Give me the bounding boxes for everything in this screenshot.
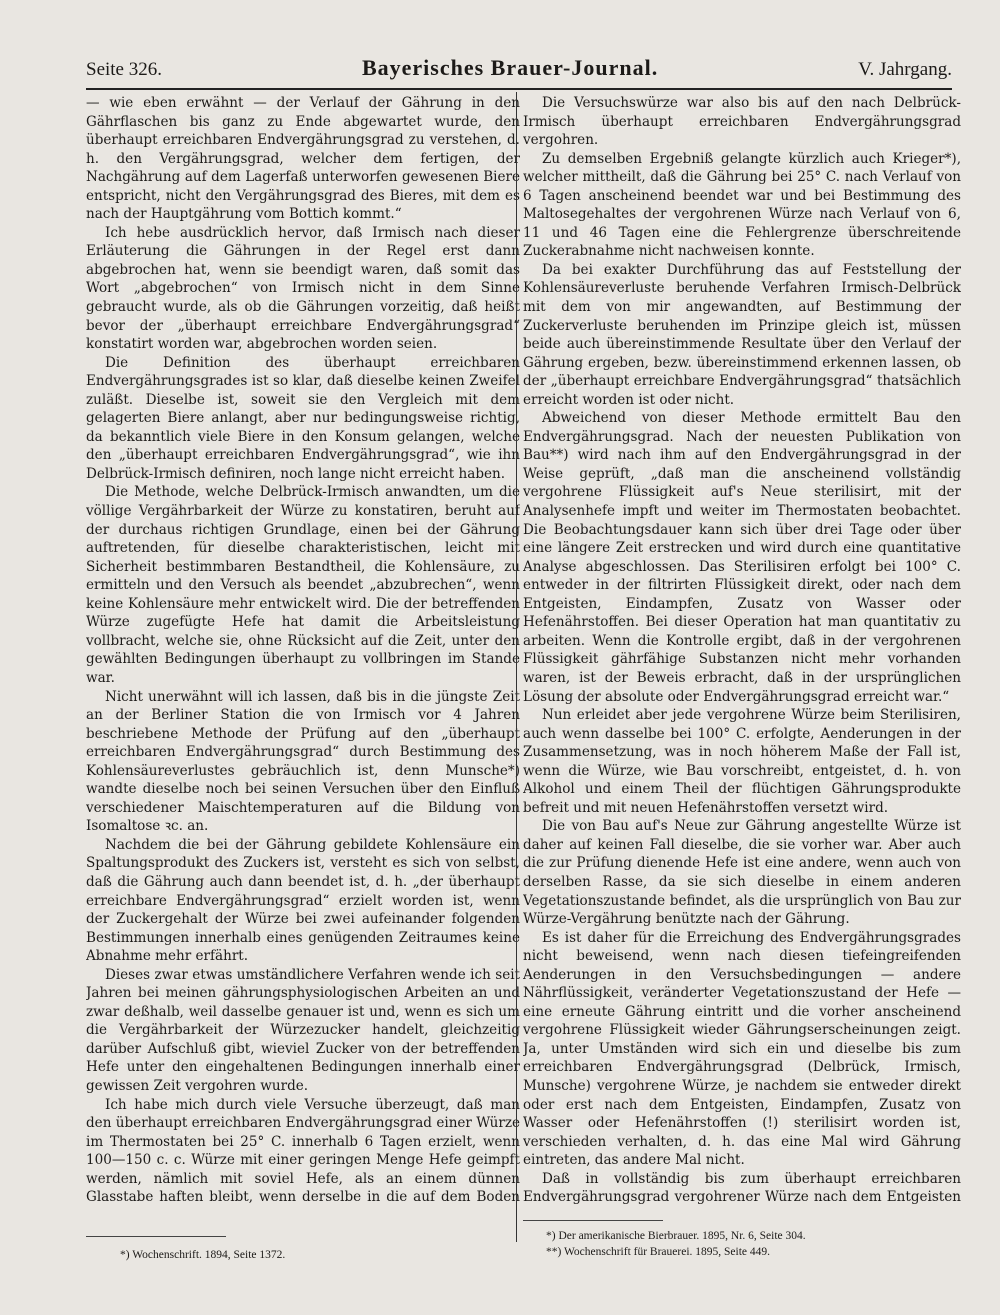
running-header [86,55,952,85]
header-rule [86,88,952,90]
paragraph: Nun erleidet aber jede vergohrene Würze beim Sterilisiren, auch wenn dasselbe bei 100° C. erfolgte, Aenderungen in der Zusammensetzung, was in noch höherem Maße der Fall ist, wenn die Würze, wie Bau vorschreibt, entgeistet, d. h. von Alkohol und einem Theil der flüchtigen Gährungsprodukte befreit und mit neuen Hefenährstoffen versetzt wird. [523,707,961,816]
footnote-left: *) Wochenschrift. 1894, Seite 1372. [120,1249,286,1261]
footnote: **) Wochenschrift für Brauerei. 1895, Seite 449. [546,1246,771,1258]
paragraph: Ich hebe ausdrücklich hervor, daß Irmisch nach dieser Erläuterung die Gährungen in der Regel erst dann abgebrochen hat, wenn sie beendigt waren, daß somit das Wort „abgebrochen“ von Irmisch nicht in dem Sinne gebraucht wurde, als ob die Gährungen vorzeitig, daß heißt bevor der „überhaupt erreichbare Endvergährungsgrad“ konstatirt worden war, abgebrochen worden seien. [86,224,520,353]
paragraph: Die Versuchswürze war also bis auf den nach Delbrück-Irmisch überhaupt erreichbaren Endvergährungsgrad vergohren. [523,95,961,149]
paragraph: Die Methode, welche Delbrück-Irmisch anwandten, um die völlige Vergährbarkeit der Würze zu konstatiren, beruht auf der durchaus richtigen Grundlage, einen bei der Gährung auftretenden, für dieselbe charakteristischen, leicht mit Sicherheit bestimmbaren Bestandtheil, die Kohlensäure, zu ermitteln und den Versuch als beendet „abzubrechen“, wenn keine Kohlensäure mehr entwickelt wird. Die der betreffenden Würze zugefügte Hefe hat damit die Arbeitsleistung vollbracht, welche sie, ohne Rücksicht auf die Zeit, unter den gewählten Bedingungen überhaupt zu vollbringen im Stande war. [86,484,520,686]
paragraph: Abweichend von dieser Methode ermittelt Bau den Endvergährungsgrad. Nach der neuesten Publikation von Bau**) wird nach ihm auf den Endvergährungsgrad in der Weise geprüft, „daß man die anscheinend vollständig vergohrene Flüssigkeit auf's Neue sterilisirt, mit der Analysenhefe impft und weiter im Thermostaten beobachtet. Die Beobachtungsdauer kann sich über drei Tage oder über eine längere Zeit erstrecken und wird durch eine quantitative Analyse abgeschlossen. Das Sterilisiren erfolgt bei 100° C. entweder in der filtrirten Flüssigkeit direkt, oder nach dem Entgeisten, Eindampfen, Zusatz von Wasser oder Hefenährstoffen. Bei dieser Operation hat man quantitativ zu arbeiten. Wenn die Kontrolle ergibt, daß in der vergohrenen Flüssigkeit gährfähige Substanzen nicht mehr vorhanden waren, ist der Beweis erbracht, daß in der ursprünglichen Lösung der absolute oder Endvergährungsgrad erreicht war.“ [523,410,961,705]
paragraph: Da bei exakter Durchführung das auf Feststellung der Kohlensäureverluste beruhende Verfahren Irmisch-Delbrück mit dem von mir angewandten, auf Bestimmung der Zuckerverluste beruhenden im Prinzipe gleich ist, müssen beide auch übereinstimmende Resultate über den Verlauf der Gährung ergeben, bezw. übereinstimmend erkennen lassen, ob der „überhaupt erreichbare Endvergährungsgrad“ thatsächlich erreicht worden ist oder nicht. [523,261,961,408]
column-divider [516,92,517,1242]
paragraph: Dieses zwar etwas umständlichere Verfahren wende ich seit Jahren bei meinen gährungsphysiologischen Arbeiten an und zwar deßhalb, weil dasselbe genauer ist und, wenn es sich um die Vergährbarkeit der Würzezucker handelt, gleichzeitig darüber Aufschluß gibt, wieviel Zucker von der betreffenden Hefe unter den eingehaltenen Bedingungen innerhalb einer gewissen Zeit vergohren wurde. [86,966,520,1094]
right-column [523,94,961,1205]
journal-title: Bayerisches Brauer-Journal. [361,55,659,80]
paragraph: — wie eben erwähnt — der Verlauf der Gährung in den Gährflaschen bis ganz zu Ende abgewartet wurde, den überhaupt erreichbaren Endvergährungsgrad zu verstehen, d. h. den Vergährungsgrad, welcher dem fertigen, der Nachgährung auf dem Lagerfaß unterworfen gewesenen Biere entspricht, nicht den Vergährungsgrad des Bieres, mit dem es nach der Hauptgährung vom Bottich kommt.“ [86,95,520,223]
paragraph: Ich habe mich durch viele Versuche überzeugt, daß man den überhaupt erreichbaren Endvergährungsgrad einer Würze im Thermostaten bei 25° C. innerhalb 6 Tagen erzielt, wenn 100—150 c. c. Würze mit einer geringen Menge Hefe geimpft werden, nämlich mit soviel Hefe, als an einem dünnen Glasstabe haften bleibt, wenn derselbe in die auf dem Boden [86,1096,520,1205]
paragraph: Es ist daher für die Erreichung des Endvergährungsgrades nicht beweisend, wenn nach diesen tiefeingreifenden Aenderungen in den Versuchsbedingungen — andere Nährflüssigkeit, veränderter Vegetationszustand der Hefe — eine erneute Gährung eintritt und die vorher anscheinend vergohrene Flüssigkeit wieder Gährungserscheinungen zeigt. Ja, unter Umständen wird sich ein und dieselbe bis zum erreichbaren Endvergährungsgrad (Delbrück, Irmisch, Munsche) vergohrene Würze, je nachdem sie entweder direkt oder erst nach dem Entgeisten, Eindampfen, Zusatz von Wasser oder Hefenährstoffen (!) sterilisirt worden ist, verschieden verhalten, d. h. das eine Mal wird Gährung eintreten, das andere Mal nicht. [523,929,961,1169]
paragraph: Die von Bau auf's Neue zur Gährung angestellte Würze ist daher auf keinen Fall dieselbe, die sie vorher war. Aber auch die zur Prüfung dienende Hefe ist eine andere, wenn auch von derselben Rasse, da sie sich dieselbe in einem anderen Vegetationszustande befindet, als die ursprünglich von Bau zur Würze-Vergährung benützte nach der Gährung. [523,818,961,928]
paragraph: Nachdem die bei der Gährung gebildete Kohlensäure ein Spaltungsprodukt des Zuckers ist, versteht es sich von selbst, daß die Gährung auch dann beendet ist, d. h. „der überhaupt erreichbare Endvergährungsgrad“ erzielt worden ist, wenn der Zuckergehalt der Würze bei zwei aufeinander folgenden Bestimmungen innerhalb eines genügenden Zeitraumes keine Abnahme mehr erfährt. [86,836,520,965]
paragraph: Daß in vollständig bis zum überhaupt erreichbaren Endvergährungsgrad vergohrener Würze nach dem Entgeisten [523,1170,961,1205]
page-number: Seite 326. [86,59,162,80]
paragraph: Zu demselben Ergebniß gelangte kürzlich auch Krieger*), welcher mittheilt, daß die Gährung bei 25° C. nach Verlauf von 6 Tagen anscheinend beendet war und bei Bestimmung des Maltosegehaltes der vergohrenen Würze nach Verlauf von 6, 11 und 46 Tagen eine die Fehlergrenze überschreitende Zuckerabnahme nicht nachweisen konnte. [523,150,961,260]
volume-label: V. Jahrgang. [858,59,952,80]
footnote: *) Der amerikanische Bierbrauer. 1895, Nr. 6, Seite 304. [546,1230,806,1242]
left-column [86,94,520,1205]
footnotes-right [546,1228,806,1260]
paragraph: Nicht unerwähnt will ich lassen, daß bis in die jüngste Zeit an der Berliner Station die von Irmisch vor 4 Jahren beschriebene Methode der Prüfung auf den „überhaupt erreichbaren Endvergährungsgrad“ durch Bestimmung des Kohlensäureverlustes gebräuchlich ist, denn Munsche*) wandte dieselbe noch bei seinen Versuchen über den Einfluß verschiedener Maischtemperaturen auf die Bildung von Isomaltose ꝛc. an. [86,688,520,835]
paragraph: Die Definition des überhaupt erreichbaren Endvergährungsgrades ist so klar, daß dieselbe keinen Zweifel zuläßt. Dieselbe ist, soweit sie den Vergleich mit dem gelagerten Biere anlangt, aber nur bedingungsweise richtig, da bekanntlich viele Biere in den Konsum gelangen, welche den „überhaupt erreichbaren Endvergährungsgrad“, wie ihn Delbrück-Irmisch definiren, noch lange nicht erreicht haben. [86,354,520,482]
footnote-rule [86,1236,226,1237]
footnote-rule [523,1220,663,1221]
